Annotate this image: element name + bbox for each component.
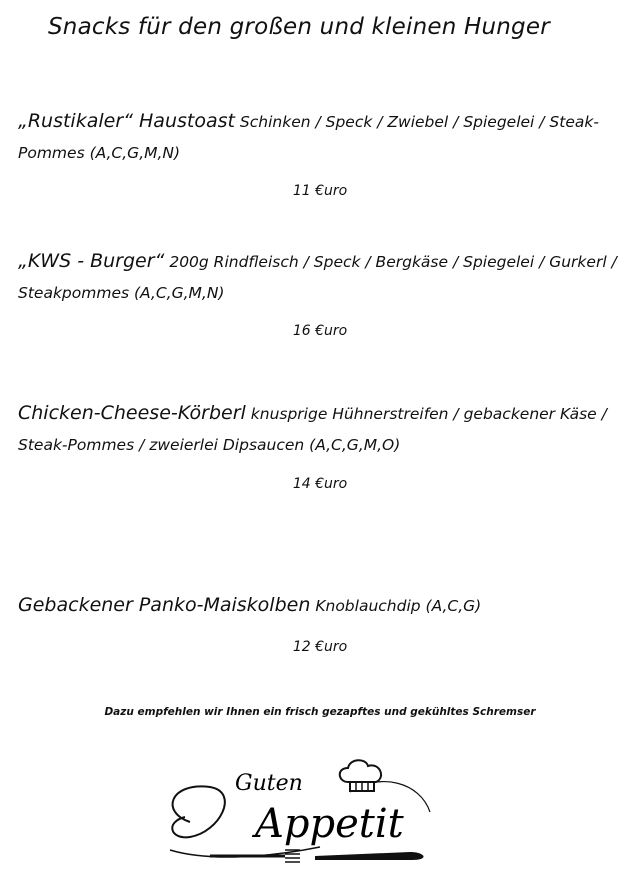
menu-item-price: 12 €uro [292,639,348,655]
menu-item-price: 16 €uro [292,323,348,339]
chef-hat-icon [340,760,381,791]
menu-item-text [18,398,618,461]
menu-item-burger [18,246,618,309]
menu-item-text [18,590,618,622]
menu-item-name: Chicken-Cheese-Körberl [18,402,246,424]
menu-title: Snacks für den großen und kleinen Hunger [48,14,550,40]
menu-item-price: 14 €uro [292,476,348,492]
menu-item-description: Knoblauchdip (A,C,G) [315,597,482,615]
menu-item-maiskolben [18,590,618,622]
knife-icon [315,852,424,860]
menu-item-description: knusprige Hühnerstreifen / gebackener Käse / Steak-Pommes / zweierlei Dipsaucen (A,C,G,M,O) [18,405,607,454]
menu-item-text [18,246,618,309]
menu-item-description: 200g Rindfleisch / Speck / Bergkäse / Spiegelei / Gurkerl / Steakpommes (A,C,G,M,N) [18,253,617,302]
menu-item-name: „Rustikaler“ Haustoast [18,110,235,132]
drink-recommendation: Dazu empfehlen wir Ihnen ein frisch gezapftes und gekühltes Schremser [104,706,536,718]
logo-text-appetit: Appetit [255,801,404,847]
menu-item-name: „KWS - Burger“ [18,250,165,272]
menu-item-chicken [18,398,618,461]
menu-item-text [18,106,618,169]
menu-item-name: Gebackener Panko-Maiskolben [18,594,311,616]
fork-icon [210,850,300,862]
logo-text-guten: Guten [235,771,303,796]
menu-item-description: Schinken / Speck / Zwiebel / Spiegelei / Steak- Pommes (A,C,G,M,N) [18,113,599,162]
menu-item-haustoast [18,106,618,169]
menu-item-price: 11 €uro [292,183,348,199]
guten-appetit-logo [150,752,450,872]
